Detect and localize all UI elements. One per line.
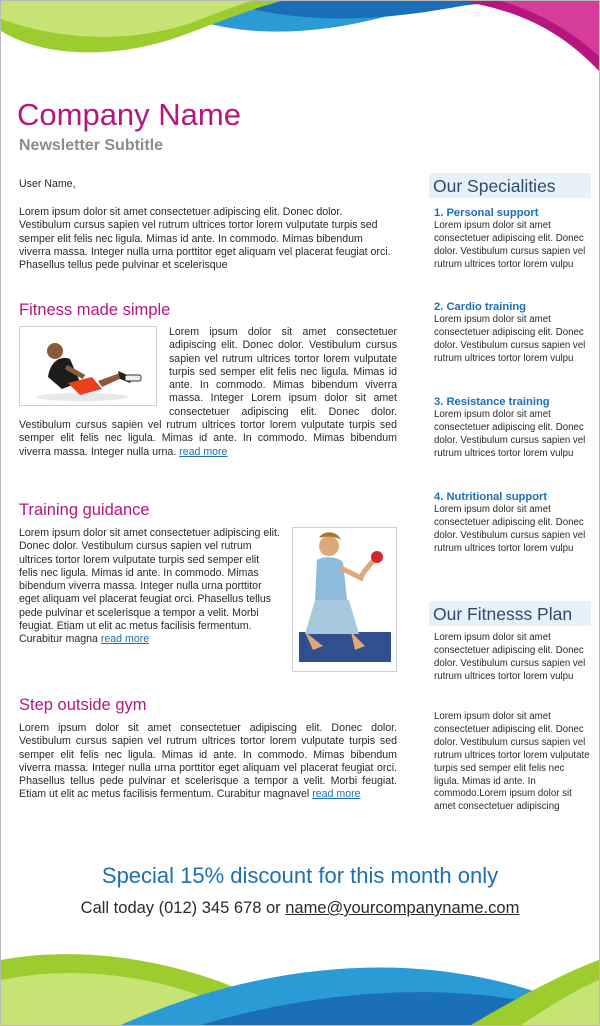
article-text: Lorem ipsum dolor sit amet consectetuer adipiscing elit. Donec dolor. Vestibulum cursus sapien vel rutrum ultrices tortor lorem vulputate turpis sed semper elit felis nec ligula. Mimas id ante. In commodo. Mimas bibendum viverra massa. Integer Lorem ipsum dolor sit amet consectetuer adipiscing elit. Donec dolor. Vestibulum cursus sapien vel rutrum ultrices tortor lorem vulputate turpis sed semper elit felis nec ligula. Mimas id ante. In commodo. Mimas bibendum viverra massa. Integer nulla urna.	[19, 326, 397, 458]
speciality-text: Lorem ipsum dolor sit amet consectetuer adipiscing elit. Donec dolor. Vestibulum cursus sapien vel rutrum ultrices tortor lorem vulpu	[434, 220, 586, 270]
greeting: User Name,	[19, 178, 76, 190]
speciality-text: Lorem ipsum dolor sit amet consectetuer adipiscing elit. Donec dolor. Vestibulum cursus sapien vel rutrum ultrices tortor lorem vulpu	[434, 314, 586, 364]
article-title: Training guidance	[19, 501, 150, 519]
speciality-text: Lorem ipsum dolor sit amet consectetuer adipiscing elit. Donec dolor. Vestibulum cursus sapien vel rutrum ultrices tortor lorem vulpu	[434, 409, 586, 459]
article-step-outside-gym	[19, 722, 397, 802]
speciality-item	[434, 491, 592, 556]
read-more-link[interactable]: read more	[312, 788, 361, 801]
speciality-title: 4. Nutritional support	[434, 491, 548, 503]
call-text: Call today (012) 345 678 or	[80, 899, 286, 917]
article-title: Fitness made simple	[19, 301, 171, 319]
fitness-plan-text: Lorem ipsum dolor sit amet consectetuer adipiscing elit. Donec dolor. Vestibulum cursus sapien vel rutrum ultrices tortor lorem vulputate turpis sed semper elit felis nec ligula. Mimas id ante. In commodo.Lorem ipsum dolor sit amet consectetuer adipiscing	[434, 711, 590, 813]
bottom-wave-decoration	[1, 925, 599, 1025]
article-title: Step outside gym	[19, 696, 147, 714]
contact-line	[1, 899, 599, 918]
fitness-plan-text: Lorem ipsum dolor sit amet consectetuer adipiscing elit. Donec dolor. Vestibulum cursus sapien vel rutrum ultrices tortor lorem vulpu	[434, 632, 586, 682]
fitness-plan-heading: Our Fitnesss Plan	[429, 601, 591, 626]
speciality-text: Lorem ipsum dolor sit amet consectetuer adipiscing elit. Donec dolor. Vestibulum cursus sapien vel rutrum ultrices tortor lorem vulpu	[434, 504, 586, 554]
speciality-item	[434, 396, 592, 461]
intro-paragraph: Lorem ipsum dolor sit amet consectetuer adipiscing elit. Donec dolor. Vestibulum cursus sapien vel rutrum ultrices tortor lorem vulputate turpis sed semper elit felis nec ligula. Mimas id ante. In commodo. Mimas bibendum viverra massa. Integer nulla urna porttitor eget aliquam vel placerat feugiat orci. Phasellus tellus pede pulvinar et scelerisque	[19, 206, 391, 272]
speciality-title: 3. Resistance training	[434, 396, 550, 408]
discount-banner: Special 15% discount for this month only	[101, 863, 499, 888]
dumbbell-image	[293, 528, 396, 671]
speciality-title: 1. Personal support	[434, 207, 539, 219]
article-training-guidance	[19, 527, 397, 676]
situp-image	[20, 327, 156, 405]
newsletter-subtitle: Newsletter Subtitle	[19, 137, 164, 154]
article-text: Lorem ipsum dolor sit amet consectetuer adipiscing elit. Donec dolor. Vestibulum cursus sapien vel rutrum ultrices tortor lorem vulputate turpis sed semper elit felis nec ligula. Mimas id ante. In commodo. Mimas bibendum viverra massa. Integer nulla urna porttitor eget aliquam vel placerat feugiat orci. Phasellus tellus pede pulvinar et scelerisque a tempor a velit. Morbi feugiat. Etiam ut elit ac metus facilisis fermentum. Curabitur magna	[19, 527, 280, 646]
company-name: Company Name	[17, 97, 241, 132]
top-wave-decoration	[1, 1, 599, 91]
speciality-title: 2. Cardio training	[434, 301, 526, 313]
dumbbell-photo	[292, 527, 397, 672]
article-fitness-made-simple	[19, 326, 397, 459]
article-text: Lorem ipsum dolor sit amet consectetuer adipiscing elit. Donec dolor. Vestibulum cursus sapien vel rutrum ultrices tortor lorem vulputate turpis sed semper elit felis nec ligula. Mimas id ante. In commodo. Mimas bibendum viverra massa. Integer nulla urna porttitor eget aliquam vel placerat feugiat orci. Phasellus tellus pede pulvinar et scelerisque a tempor a velit. Morbi feugiat. Etiam ut elit ac metus facilisis fermentum. Curabitur magnavel	[19, 722, 397, 801]
speciality-item	[434, 301, 592, 366]
read-more-link[interactable]: read more	[179, 445, 228, 458]
situp-photo	[19, 326, 157, 406]
specialities-heading: Our Specialities	[429, 173, 591, 198]
read-more-link[interactable]: read more	[100, 633, 150, 646]
speciality-item	[434, 207, 592, 272]
email-link[interactable]: name@yourcompanyname.com	[285, 899, 520, 917]
